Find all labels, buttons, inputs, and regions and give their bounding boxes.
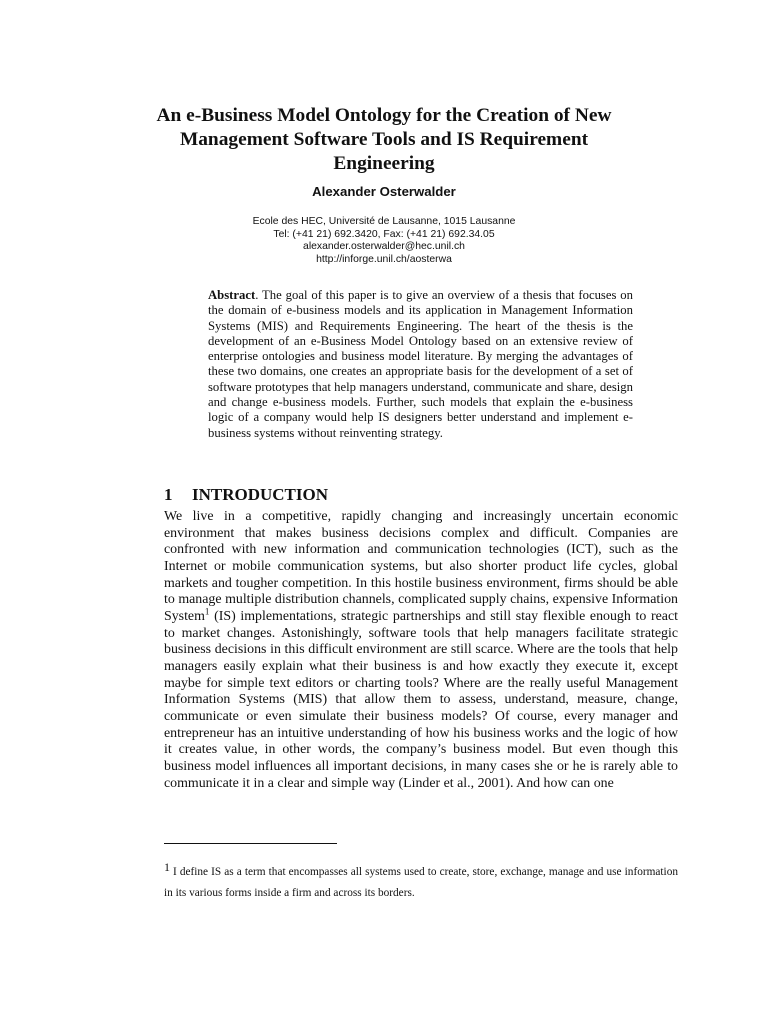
footnote-reference: 1	[204, 606, 210, 617]
section-title: INTRODUCTION	[192, 485, 329, 504]
abstract-label: Abstract	[208, 288, 256, 302]
footnote-divider	[164, 843, 337, 844]
paragraph-text-part2: (IS) implementations, strategic partnerships and still stay flexible enough to react to market changes. Astonishingly, software tools that help managers facilitate strategic business decisions in this difficult environment are still scarce. Where are the tools that help managers easily explain what their business is and how exactly they execute it, except maybe for simple text editors or charting tools? Where are the really useful Management Information Systems (MIS) that allow them to assess, understand, measure, change, communicate or even simulate their business models? Of course, every manager and entrepreneur has an intuitive understanding of how his business works and the logic of how it creates value, in other words, the company’s business model. But even though this business model influences all important decisions, in many cases she or he is rarely able to communicate it in a clear and simple way (Linder et al., 2001). And how can one	[164, 608, 678, 791]
footnote-text: I define IS as a term that encompasses all systems used to create, store, exchange, manage and use information in its various forms inside a firm and across its borders.	[164, 866, 678, 899]
author-affiliation	[0, 216, 768, 266]
abstract	[208, 288, 633, 441]
paper-title: An e-Business Model Ontology for the Creation of New Management Software Tools and IS Requirement Engineering	[156, 105, 612, 174]
author-name: Alexander Osterwalder	[312, 184, 456, 199]
footnote	[164, 857, 678, 904]
affiliation-email: alexander.osterwalder@hec.unil.ch	[303, 241, 465, 252]
affiliation-institution: Ecole des HEC, Université de Lausanne, 1015 Lausanne	[252, 216, 516, 227]
affiliation-phone-fax: Tel: (+41 21) 692.3420, Fax: (+41 21) 692.34.05	[273, 228, 495, 240]
paragraph-text-part1: We live in a competitive, rapidly changing and increasingly uncertain economic environment that makes business decisions complex and difficult. Companies are confronted with new information and communication technologies (ICT), such as the Internet or mobile communication systems, but also shorter product life cycles, global markets and tougher competition. In this hostile business environment, firms should be able to manage multiple distribution channels, complicated supply chains, expensive Information System	[164, 509, 678, 624]
section-heading	[164, 485, 328, 505]
abstract-text: . The goal of this paper is to give an overview of a thesis that focuses on the domain of e-business models and its application in Management Information Systems (MIS) and Requirements Engineering. The heart of the thesis is the development of an e-Business Model Ontology based on an extensive review of enterprise ontologies and business model literature. By merging the advantages of these two domains, one creates an appropriate basis for the development of a set of software prototypes that help managers understand, communicate and share, design and change e-business models. Further, such models that explain the e-business logic of a company would help IS designers better understand and implement e-business systems without reinventing strategy.	[208, 288, 633, 440]
footnote-number: 1	[164, 860, 170, 874]
introduction-paragraph	[164, 509, 678, 792]
section-number: 1	[164, 485, 173, 504]
affiliation-url: http://inforge.unil.ch/aosterwa	[316, 253, 452, 265]
